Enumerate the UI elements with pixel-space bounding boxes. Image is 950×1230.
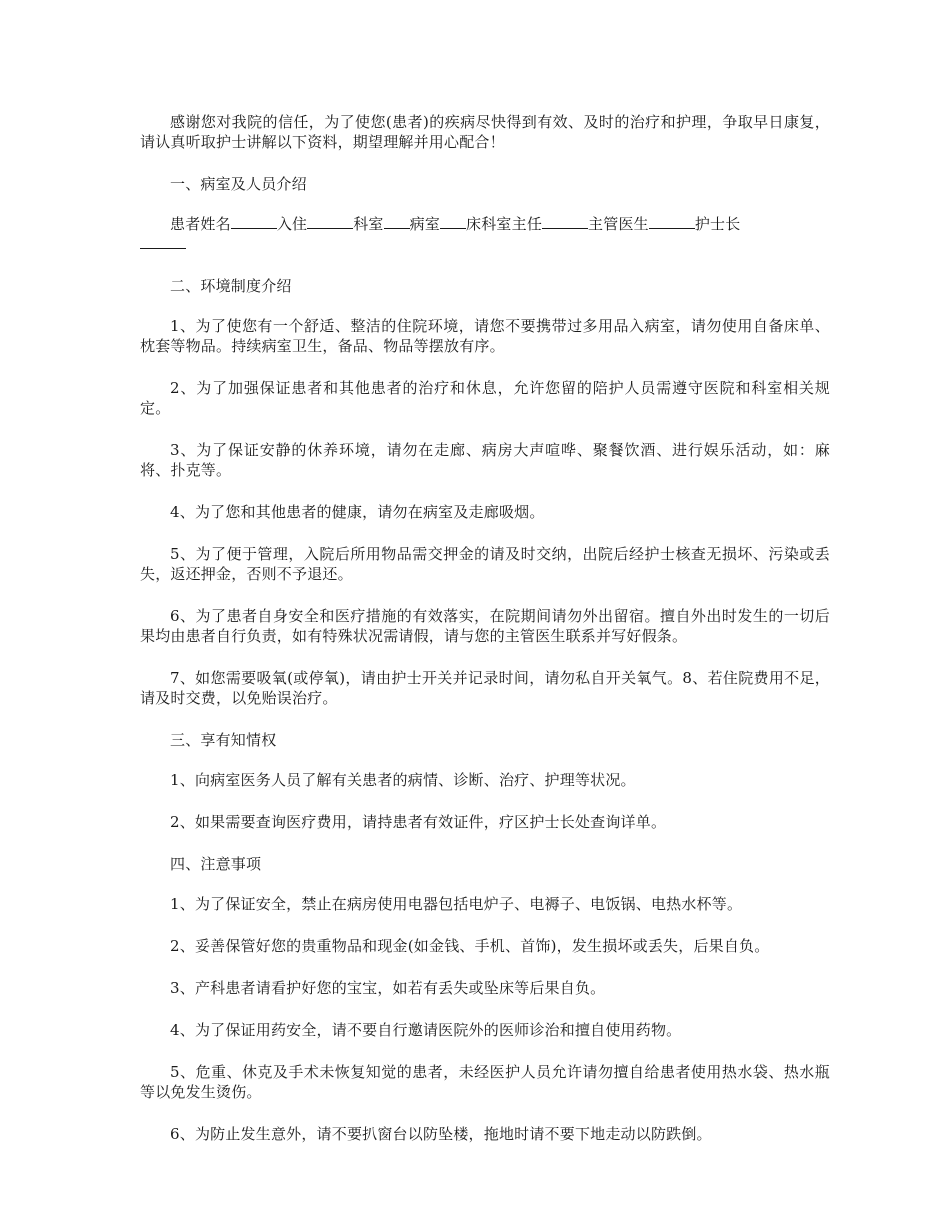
section4-title: 四、注意事项: [170, 855, 262, 873]
field-dept-label: 科室: [353, 215, 384, 233]
section4-item: 4、为了保证用药安全，请不要自行邀请医院外的医师诊治和擅自使用药物。: [170, 1021, 682, 1039]
admit-blank[interactable]: [307, 214, 353, 229]
section2-item: 1、为了使您有一个舒适、整洁的住院环境，请您不要携带过多用品入病室，请勿使用自备床单、枕套等物品。持续病室卫生，备品、物品等摆放有序。: [140, 317, 830, 355]
section2-item: 4、为了您和其他患者的健康，请勿在病室及走廊吸烟。: [170, 503, 545, 521]
section3-item: 2、如果需要查询医疗费用，请持患者有效证件，疗区护士长处查询详单。: [170, 813, 667, 831]
section2-item: 5、为了便于管理，入院后所用物品需交押金的请及时交纳，出院后经护士核查无损坏、污染或丢失，返还押金，否则不予退还。: [140, 545, 830, 583]
patient-name-blank[interactable]: [231, 214, 277, 229]
ward-blank[interactable]: [440, 214, 466, 229]
dept-blank[interactable]: [384, 214, 410, 229]
section4-item: 6、为防止发生意外，请不要扒窗台以防坠楼，拖地时请不要下地走动以防跌倒。: [170, 1125, 712, 1143]
head-nurse-blank[interactable]: [140, 234, 186, 249]
field-patient-name-label: 患者姓名: [170, 215, 231, 233]
field-ward-label: 病室: [409, 215, 441, 233]
section1-title: 一、病室及人员介绍: [170, 175, 307, 193]
document-page: [140, 112, 830, 1166]
attending-blank[interactable]: [649, 214, 695, 229]
section2-item: 2、为了加强保证患者和其他患者的治疗和休息，允许您留的陪护人员需遵守医院和科室相关规定。: [140, 379, 830, 417]
section4-item: 1、为了保证安全，禁止在病房使用电器包括电炉子、电褥子、电饭锅、电热水杯等。: [170, 895, 743, 913]
section2-item: 6、为了患者自身安全和医疗措施的有效落实，在院期间请勿外出留宿。擅自外出时发生的一切后果均由患者自行负责，如有特殊状况需请假，请与您的主管医生联系并写好假条。: [140, 607, 830, 645]
section2-item: 7、如您需要吸氧(或停氧)，请由护士开关并记录时间，请勿私自开关氧气。8、若住院费用不足，请及时交费，以免贻误治疗。: [140, 669, 830, 707]
section2-item: 3、为了保证安静的休养环境，请勿在走廊、病房大声喧哗、聚餐饮酒、进行娱乐活动，如：麻将、扑克等。: [140, 441, 830, 479]
director-blank[interactable]: [542, 214, 588, 229]
section4-item: 5、危重、休克及手术未恢复知觉的患者，未经医护人员允许请勿擅自给患者使用热水袋、热水瓶等以免发生烫伤。: [140, 1063, 830, 1101]
field-bed-director-label: 床科室主任: [466, 215, 543, 233]
section3-title: 三、享有知情权: [170, 731, 277, 749]
head-nurse-blank-line: [140, 234, 830, 254]
field-attending-label: 主管医生: [588, 215, 649, 233]
staff-info-line: [140, 214, 830, 254]
section4-item: 2、妥善保管好您的贵重物品和现金(如金钱、手机、首饰)，发生损坏或丢失，后果自负。: [170, 937, 770, 955]
section4-item: 3、产科患者请看护好您的宝宝，如若有丢失或坠床等后果自负。: [170, 979, 606, 997]
intro-paragraph: 感谢您对我院的信任，为了使您(患者)的疾病尽快得到有效、及时的治疗和护理，争取早日康复，请认真听取护士讲解以下资料，期望理解并用心配合！: [140, 113, 830, 151]
field-admit-label: 入住: [276, 215, 308, 233]
section2-title: 二、环境制度介绍: [170, 277, 292, 295]
section3-item: 1、向病室医务人员了解有关患者的病情、诊断、治疗、护理等状况。: [170, 771, 636, 789]
field-head-nurse-label: 护士长: [694, 215, 741, 233]
